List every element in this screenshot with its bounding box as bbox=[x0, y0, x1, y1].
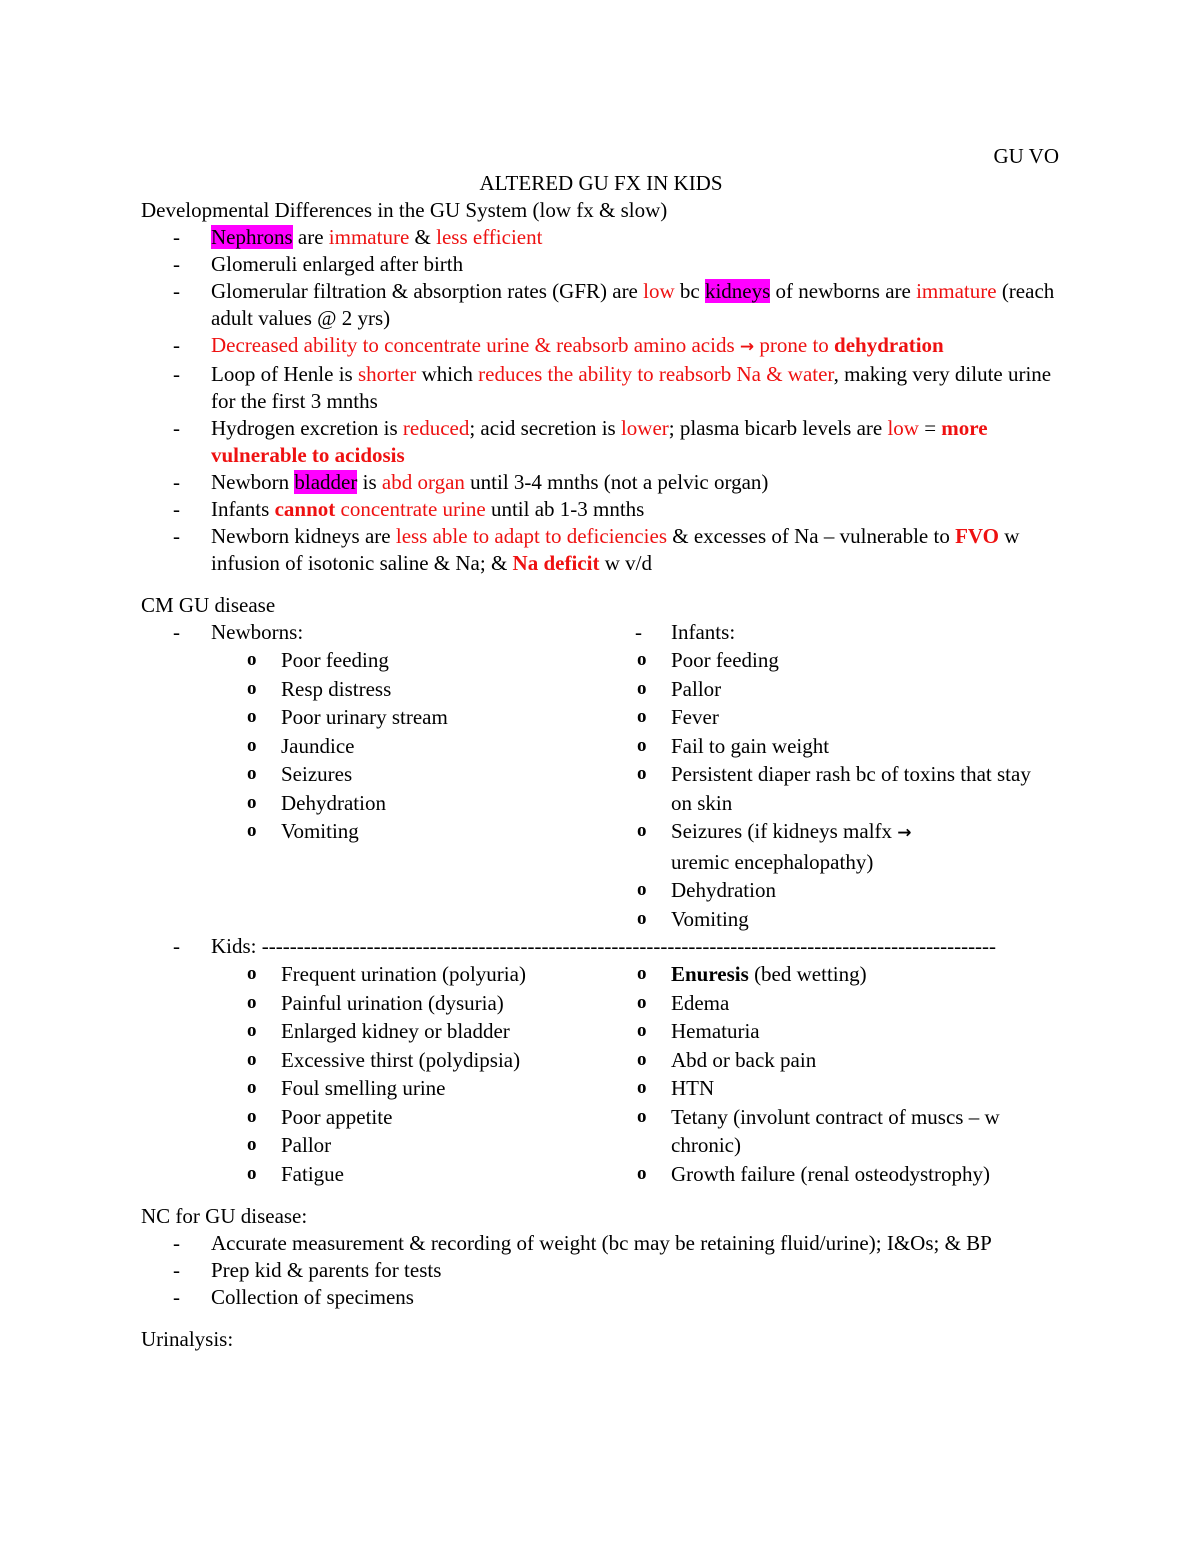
text: bc bbox=[674, 279, 705, 303]
red-text: low bbox=[887, 416, 919, 440]
red-bold-text: cannot bbox=[274, 497, 336, 521]
developmental-list bbox=[141, 224, 1061, 577]
newborns-label: - Newborns: bbox=[141, 619, 635, 646]
list-item bbox=[141, 469, 1061, 496]
text: (bed wetting) bbox=[748, 962, 867, 986]
infants-list bbox=[635, 619, 1055, 646]
list-item bbox=[141, 332, 1061, 361]
red-text: prone to bbox=[754, 333, 835, 357]
list-item bbox=[141, 496, 1061, 523]
bold-text: Enuresis bbox=[671, 962, 749, 986]
list-item: o Hematuria bbox=[635, 1017, 1055, 1046]
list-item: o Frequent urination (polyuria) bbox=[141, 960, 635, 989]
highlight: Nephrons bbox=[211, 225, 293, 249]
red-text: concentrate urine bbox=[340, 497, 486, 521]
red-bold-text: Na deficit bbox=[512, 551, 600, 575]
text: , making very dilute urine for the first 3 mnths bbox=[211, 362, 1052, 413]
list-item: o Edema bbox=[635, 989, 1055, 1018]
list-item bbox=[635, 817, 1055, 876]
text: of newborns are bbox=[770, 279, 917, 303]
infants-label: - Infants: bbox=[635, 619, 1055, 646]
red-text: shorter bbox=[357, 362, 417, 386]
list-item: - Prep kid & parents for tests bbox=[141, 1257, 1061, 1284]
newborns-list bbox=[141, 619, 635, 646]
kids-right-column bbox=[635, 960, 1055, 1188]
list-item: o Persistent diaper rash bc of toxins that stay on skin bbox=[635, 760, 1055, 817]
list-item: o Fever bbox=[635, 703, 1055, 732]
text: Hydrogen excretion is bbox=[211, 416, 403, 440]
text: are bbox=[292, 225, 329, 249]
list-item: o Vomiting bbox=[635, 905, 1055, 934]
list-item bbox=[141, 278, 1061, 332]
red-text: abd organ bbox=[381, 470, 465, 494]
infants-column bbox=[635, 619, 1055, 933]
list-item: o Jaundice bbox=[141, 732, 635, 761]
text: is bbox=[357, 470, 382, 494]
developmental-heading: Developmental Differences in the GU System (low fx & slow) bbox=[141, 198, 668, 222]
text: & excesses of Na – vulnerable to bbox=[667, 524, 956, 548]
list-item bbox=[635, 960, 1055, 989]
text: w infusion of isotonic saline & Na; & bbox=[211, 524, 1020, 575]
list-item: - Collection of specimens bbox=[141, 1284, 1061, 1311]
kids-label: - Kids: --------------------------------------------------------------------------------------------------------- bbox=[141, 933, 1031, 960]
red-bold-text: more vulnerable to acidosis bbox=[211, 416, 988, 467]
text: Glomerular filtration & absorption rates (GFR) are bbox=[211, 279, 644, 303]
cm-heading: CM GU disease bbox=[141, 593, 276, 617]
list-item bbox=[141, 361, 1061, 415]
list-item: o Resp distress bbox=[141, 675, 635, 704]
red-text: less able to adapt to deficiencies bbox=[395, 524, 668, 548]
red-text: immature bbox=[916, 279, 997, 303]
course-code: GU VO bbox=[993, 144, 1059, 168]
list-item: o Fatigue bbox=[141, 1160, 635, 1189]
text: (reach adult values @ 2 yrs) bbox=[211, 279, 1055, 330]
urinalysis-heading: Urinalysis: bbox=[141, 1327, 234, 1351]
red-bold-text: FVO bbox=[955, 524, 1000, 548]
text: Newborn bbox=[211, 470, 295, 494]
kids-left-column bbox=[141, 960, 635, 1188]
text: Newborn kidneys are bbox=[211, 524, 396, 548]
red-text: low bbox=[643, 279, 675, 303]
highlight: kidneys bbox=[704, 279, 771, 303]
list-item: o Fail to gain weight bbox=[635, 732, 1055, 761]
text: uremic encephalopathy) bbox=[671, 849, 874, 874]
kids-right-list bbox=[635, 960, 1055, 1188]
list-item: o Abd or back pain bbox=[635, 1046, 1055, 1075]
list-item: o Pallor bbox=[141, 1131, 635, 1160]
red-text: Decreased ability to concentrate urine & reabsorb amino acids bbox=[211, 333, 740, 357]
text: & bbox=[409, 225, 437, 249]
kids-left-list bbox=[141, 960, 635, 1188]
list-item: o Poor urinary stream bbox=[141, 703, 635, 732]
text: until ab 1-3 mnths bbox=[485, 497, 645, 521]
nc-list bbox=[141, 1230, 1061, 1311]
text: which bbox=[416, 362, 479, 386]
list-item: o Tetany (involunt contract of muscs – w chronic) bbox=[635, 1103, 1055, 1160]
list-item: o Dehydration bbox=[635, 876, 1055, 905]
highlight: bladder bbox=[294, 470, 358, 494]
red-text: reduces the ability to reabsorb Na & water bbox=[478, 362, 834, 386]
page-title: ALTERED GU FX IN KIDS bbox=[479, 171, 723, 195]
list-item: - Accurate measurement & recording of weight (bc may be retaining fluid/urine); I&Os; & BP bbox=[141, 1230, 1061, 1257]
kids-columns bbox=[141, 960, 1061, 1188]
arrow-right-icon: → bbox=[897, 823, 912, 843]
list-item: o Dehydration bbox=[141, 789, 635, 818]
list-item: o Poor feeding bbox=[141, 646, 635, 675]
list-item: o Poor feeding bbox=[635, 646, 1055, 675]
list-item bbox=[141, 224, 1061, 251]
list-item: o Foul smelling urine bbox=[141, 1074, 635, 1103]
infants-sublist bbox=[635, 646, 1055, 933]
document-body bbox=[141, 143, 1061, 1353]
list-item: o Seizures bbox=[141, 760, 635, 789]
text: = bbox=[918, 416, 942, 440]
list-item: o Vomiting bbox=[141, 817, 635, 846]
list-item: - Glomeruli enlarged after birth bbox=[141, 251, 1061, 278]
list-item: o Pallor bbox=[635, 675, 1055, 704]
list-item: o Painful urination (dysuria) bbox=[141, 989, 635, 1018]
text: Infants bbox=[211, 497, 275, 521]
newborns-sublist bbox=[141, 646, 635, 846]
text: ; acid secretion is bbox=[469, 416, 621, 440]
list-item bbox=[141, 523, 1061, 577]
red-text: immature bbox=[328, 225, 410, 249]
red-text: less efficient bbox=[436, 225, 543, 249]
list-item: o Poor appetite bbox=[141, 1103, 635, 1132]
arrow-right-icon: → bbox=[739, 337, 755, 357]
spacer bbox=[141, 577, 1061, 592]
list-item: o Growth failure (renal osteodystrophy) bbox=[635, 1160, 1055, 1189]
newborns-infants-columns bbox=[141, 619, 1061, 933]
red-text: lower bbox=[620, 416, 669, 440]
list-item: o Excessive thirst (polydipsia) bbox=[141, 1046, 635, 1075]
list-item bbox=[141, 415, 1061, 469]
nc-heading: NC for GU disease: bbox=[141, 1204, 308, 1228]
newborns-column bbox=[141, 619, 635, 846]
red-bold-text: dehydration bbox=[834, 333, 944, 357]
text: ; plasma bicarb levels are bbox=[668, 416, 888, 440]
list-item: o HTN bbox=[635, 1074, 1055, 1103]
spacer bbox=[141, 1311, 1061, 1326]
text: Seizures (if kidneys malfx bbox=[671, 819, 898, 843]
text: w v/d bbox=[599, 551, 652, 575]
text: Loop of Henle is bbox=[211, 362, 358, 386]
red-text: reduced bbox=[402, 416, 470, 440]
list-item: o Enlarged kidney or bladder bbox=[141, 1017, 635, 1046]
spacer bbox=[141, 1188, 1061, 1203]
text: until 3-4 mnths (not a pelvic organ) bbox=[464, 470, 769, 494]
